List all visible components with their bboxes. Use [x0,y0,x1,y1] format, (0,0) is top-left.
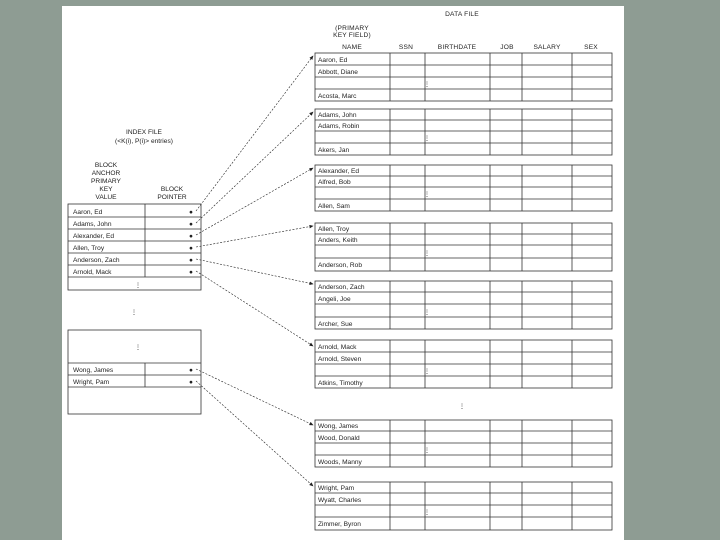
primary-key-label-1: (PRIMARY [335,25,369,32]
index-file-label-1: INDEX FILE [126,129,162,136]
block-3-row-4: Allen, Sam [318,203,350,210]
data-middle-ellipsis: ⋮ [458,403,466,410]
block-4-ellipsis: ⋮ [423,250,431,257]
anchor-label-5: VALUE [95,194,117,201]
block-7-row-1: Wong, James [318,423,359,430]
block-5-row-2: Angeli, Joe [318,296,351,303]
pointer-dot-6: ● [189,269,193,276]
block-6-row-2: Arnold, Steven [318,356,362,363]
block-3-row-1: Alexander, Ed [318,168,360,175]
pointer-arrows [196,56,313,486]
data-block-3 [315,165,612,211]
data-block-6 [315,340,612,388]
pointer-dot-1: ● [189,209,193,216]
block-5-ellipsis: ⋮ [423,309,431,316]
pointer-dot-3: ● [189,233,193,240]
anchor-label-3: PRIMARY [91,178,121,185]
data-block-2 [315,109,612,155]
data-block-5 [315,281,612,329]
index-key-alexander-ed: Alexander, Ed [73,233,115,240]
index-key-wong-james: Wong, James [73,367,114,374]
pointer-dot-8: ● [189,379,193,386]
block-3-row-2: Alfred, Bob [318,179,351,186]
anchor-label-4: KEY [99,186,113,193]
block-6-row-1: Arnold, Mack [318,344,357,351]
index-bottom-ellipsis: ⋮ [134,344,142,351]
block-5-row-4: Archer, Sue [318,321,353,328]
block-1-row-4: Acosta, Marc [318,93,357,100]
block-5-row-1: Anderson, Zach [318,284,365,291]
block-7-row-2: Wood, Donald [318,435,360,442]
pointer-dot-7: ● [189,367,193,374]
column-header-salary: SALARY [533,44,561,51]
pointer-dot-5: ● [189,257,193,264]
arrow-to-block-4 [196,226,313,247]
index-middle-ellipsis: ⋮ [130,309,138,316]
index-key-wright-pam: Wright, Pam [73,379,110,386]
arrow-to-block-5 [196,259,313,284]
block-7-ellipsis: ⋮ [423,447,431,454]
column-header-ssn: SSN [398,44,414,51]
index-key-aaron-ed: Aaron, Ed [73,209,103,216]
index-pointers-top [189,209,193,276]
block-1-row-2: Abbott, Diane [318,69,358,76]
pointer-dot-4: ● [189,245,193,252]
block-1-row-1: Aaron, Ed [318,57,348,64]
block-3-ellipsis: ⋮ [423,191,431,198]
pointer-label-2: POINTER [157,194,187,201]
data-file-title: DATA FILE [445,11,479,18]
pointer-label-1: BLOCK [160,186,184,193]
anchor-label-2: ANCHOR [91,170,121,177]
index-entries-top [73,209,120,276]
arrow-to-block-6 [196,271,313,346]
arrow-to-block-1 [196,56,313,211]
primary-key-label-2: KEY FIELD) [333,32,371,39]
index-key-allen-troy: Allen, Troy [73,245,105,252]
data-block-1 [315,53,612,101]
anchor-label-1: BLOCK [94,162,118,169]
block-8-row-1: Wright, Pam [318,485,355,492]
data-block-8 [315,482,612,530]
block-6-ellipsis: ⋮ [423,368,431,375]
block-7-row-4: Woods, Manny [318,459,362,466]
data-block-4 [315,223,612,271]
block-8-ellipsis: ⋮ [423,509,431,516]
block-2-row-2: Adams, Robin [318,123,360,130]
index-file-label-2: (<K(i), P(i)> entries) [115,138,173,145]
block-1-ellipsis: ⋮ [423,81,431,88]
column-header-name: NAME [342,44,362,51]
index-key-adams-john: Adams, John [73,221,112,228]
index-key-arnold-mack: Arnold, Mack [73,269,112,276]
index-top-ellipsis: ⋮ [134,282,142,289]
block-8-row-2: Wyatt, Charles [318,497,362,504]
index-key-anderson-zach: Anderson, Zach [73,257,120,264]
block-2-row-1: Adams, John [318,112,357,119]
block-4-row-1: Allen, Troy [318,226,350,233]
block-4-row-4: Anderson, Rob [318,262,362,269]
arrow-to-block-2 [196,112,313,223]
block-2-row-4: Akers, Jan [318,147,350,154]
column-header-job: JOB [500,44,514,51]
data-block-7 [315,420,612,467]
arrow-to-block-3 [196,168,313,235]
column-header-sex: SEX [584,44,598,51]
block-8-row-4: Zimmer, Byron [318,521,361,528]
arrow-to-block-7 [196,369,313,425]
block-2-ellipsis: ⋮ [423,135,431,142]
column-header-birthdate: BIRTHDATE [437,44,477,51]
block-6-row-4: Atkins, Timothy [318,380,363,387]
pointer-dot-2: ● [189,221,193,228]
block-4-row-2: Anders, Keith [318,237,358,244]
